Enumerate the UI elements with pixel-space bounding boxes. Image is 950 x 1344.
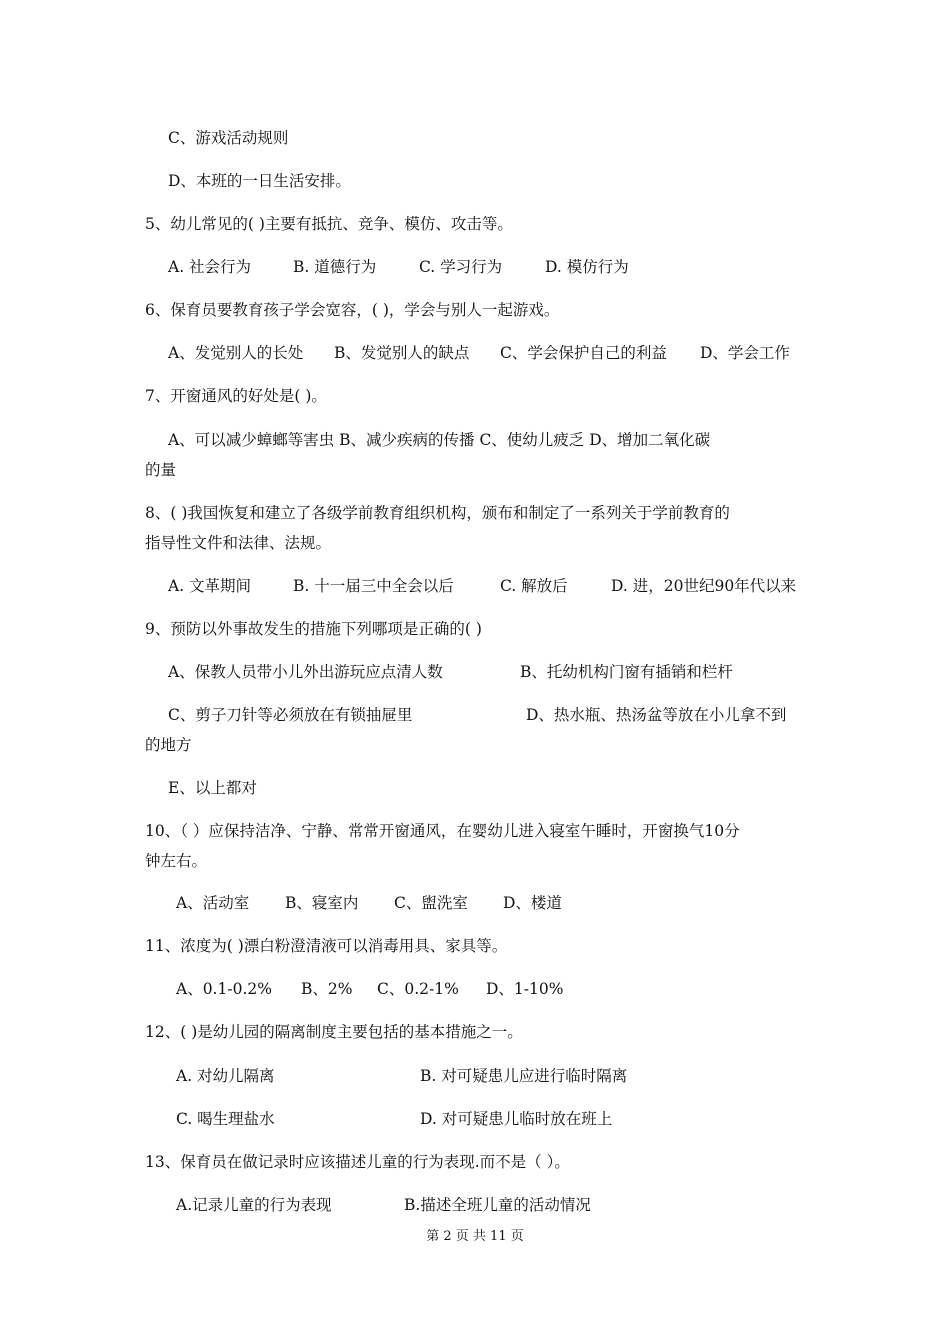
question-10: 10、（ ）应保持洁净、宁静、常常开窗通风，在婴幼儿进入寝室午睡时，开窗换气10分 bbox=[145, 822, 740, 840]
q12-option-a: A. 对幼儿隔离 bbox=[176, 1067, 275, 1085]
question-8: 8、( )我国恢复和建立了各级学前教育组织机构，颁布和制定了一系列关于学前教育的 bbox=[145, 504, 730, 522]
q11-options bbox=[176, 979, 563, 999]
q6-option-c: C、学会保护自己的利益 bbox=[500, 344, 667, 362]
q9-option-e: E、以上都对 bbox=[168, 779, 257, 797]
q5-option-a: A. 社会行为 bbox=[168, 258, 252, 276]
q11-option-d: D、1-10% bbox=[486, 980, 564, 998]
question-9: 9、预防以外事故发生的措施下列哪项是正确的( ) bbox=[145, 620, 482, 638]
q9-options-ab bbox=[168, 662, 733, 682]
q7-options-cont: 的量 bbox=[145, 461, 177, 479]
q12-option-d: D. 对可疑患儿临时放在班上 bbox=[420, 1110, 613, 1128]
q8-options bbox=[168, 576, 796, 596]
q10-option-a: A、活动室 bbox=[176, 894, 250, 912]
q5-option-c: C. 学习行为 bbox=[419, 258, 503, 276]
q9-option-b: B、托幼机构门窗有插销和栏杆 bbox=[520, 663, 733, 681]
q10-option-c: C、盥洗室 bbox=[394, 894, 468, 912]
q8-option-a: A. 文革期间 bbox=[168, 577, 252, 595]
q8-option-d: D. 进，20世纪90年代以来 bbox=[611, 577, 797, 595]
q6-option-b: B、发觉别人的缺点 bbox=[334, 344, 470, 362]
q11-option-c: C、0.2-1% bbox=[377, 980, 459, 998]
q9-option-a: A、保教人员带小儿外出游玩应点清人数 bbox=[168, 663, 443, 681]
question-6: 6、保育员要教育孩子学会宽容，( )，学会与别人一起游戏。 bbox=[145, 301, 560, 319]
q8-option-c: C. 解放后 bbox=[500, 577, 568, 595]
q12-options-cd bbox=[176, 1109, 612, 1129]
q13-option-a: A.记录儿童的行为表现 bbox=[176, 1196, 332, 1214]
q6-option-d: D、学会工作 bbox=[700, 344, 790, 362]
q9-option-c: C、剪子刀针等必须放在有锁抽屉里 bbox=[168, 706, 413, 724]
question-12: 12、( )是幼儿园的隔离制度主要包括的基本措施之一。 bbox=[145, 1023, 523, 1041]
q8-option-b: B. 十一届三中全会以后 bbox=[293, 577, 454, 595]
q12-options-ab bbox=[176, 1066, 627, 1086]
q5-options bbox=[168, 257, 629, 277]
question-7: 7、开窗通风的好处是( )。 bbox=[145, 387, 327, 405]
q5-option-b: B. 道德行为 bbox=[293, 258, 377, 276]
q4-option-d: D、本班的一日生活安排。 bbox=[168, 172, 351, 190]
q5-option-d: D. 模仿行为 bbox=[545, 258, 629, 276]
question-10-cont: 钟左右。 bbox=[145, 852, 208, 870]
q9-option-d: D、热水瓶、热汤盆等放在小儿拿不到 bbox=[526, 706, 787, 724]
q9-options-cd bbox=[168, 705, 786, 725]
q12-option-c: C. 喝生理盐水 bbox=[176, 1110, 275, 1128]
q10-options bbox=[176, 893, 562, 913]
q7-options: A、可以减少蟑螂等害虫 B、减少疾病的传播 C、使幼儿疲乏 D、增加二氧化碳 bbox=[168, 431, 711, 449]
q9-option-d-cont: 的地方 bbox=[145, 736, 192, 754]
page-footer: 第 2 页 共 11 页 bbox=[426, 1229, 524, 1244]
q12-option-b: B. 对可疑患儿应进行临时隔离 bbox=[420, 1067, 628, 1085]
question-8-cont: 指导性文件和法律、法规。 bbox=[145, 534, 332, 552]
q6-option-a: A、发觉别人的长处 bbox=[168, 344, 304, 362]
q10-option-d: D、楼道 bbox=[503, 894, 562, 912]
question-11: 11、浓度为( )漂白粉澄清液可以消毒用具、家具等。 bbox=[145, 937, 508, 955]
q11-option-b: B、2% bbox=[301, 980, 353, 998]
question-5: 5、幼儿常见的( )主要有抵抗、竞争、模仿、攻击等。 bbox=[145, 215, 513, 233]
q13-option-b: B.描述全班儿童的活动情况 bbox=[404, 1196, 591, 1214]
q13-options bbox=[176, 1195, 591, 1215]
question-13: 13、保育员在做记录时应该描述儿童的行为表现.而不是（ ）。 bbox=[145, 1153, 570, 1171]
q6-options bbox=[168, 343, 790, 363]
q11-option-a: A、0.1-0.2% bbox=[176, 980, 272, 998]
q4-option-c: C、游戏活动规则 bbox=[168, 129, 289, 147]
q10-option-b: B、寝室内 bbox=[285, 894, 359, 912]
